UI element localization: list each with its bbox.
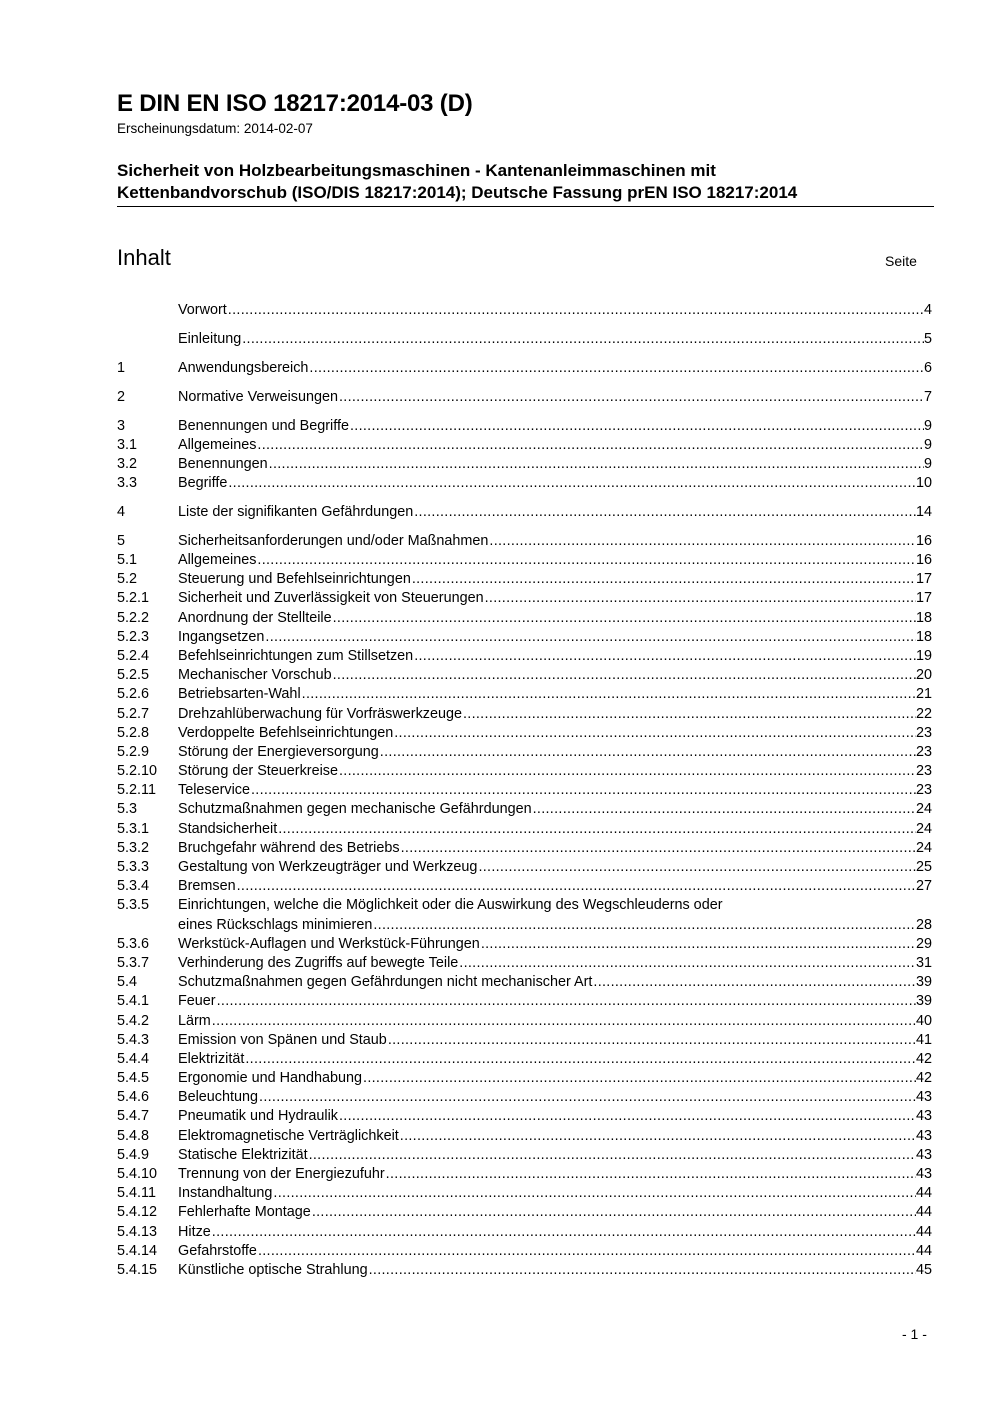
toc-entry[interactable] xyxy=(117,647,932,666)
toc-dot-leader xyxy=(339,1107,916,1126)
toc-dot-leader xyxy=(258,1242,916,1261)
toc-entry-label: Pneumatik und Hydraulik xyxy=(178,1108,338,1125)
toc-entry-page: 23 xyxy=(915,763,932,780)
toc-dot-leader xyxy=(401,839,916,858)
toc-entry-page: 7 xyxy=(923,388,932,405)
toc-entry-page: 25 xyxy=(915,859,932,875)
toc-entry[interactable] xyxy=(117,1261,932,1280)
toc-entry-page: 9 xyxy=(923,436,932,453)
toc-entry-page: 18 xyxy=(915,609,932,626)
toc-entry-number: 5.2.4 xyxy=(117,647,150,664)
toc-entry[interactable] xyxy=(117,1242,932,1261)
toc-entry[interactable] xyxy=(117,417,932,436)
toc-entry-label: Drehzahlüberwachung für Vorfräswerkzeuge xyxy=(178,705,462,722)
toc-entry-number: 5 xyxy=(117,532,126,549)
toc-dot-leader xyxy=(388,1031,916,1050)
toc-entry-page: 45 xyxy=(915,1261,932,1278)
toc-entry-number: 5.3.5 xyxy=(117,897,150,914)
toc-dot-leader xyxy=(302,685,916,704)
toc-entry-page: 18 xyxy=(915,628,932,645)
toc-entry-label: Verhinderung des Zugriffs auf bewegte Teile xyxy=(178,954,459,971)
toc-entry[interactable] xyxy=(117,973,932,992)
toc-dot-leader xyxy=(414,647,916,666)
toc-entry-label: Anordnung der Stellteile xyxy=(178,609,332,626)
toc-dot-leader xyxy=(333,609,916,628)
toc-entry[interactable] xyxy=(117,839,932,858)
toc-entry-page: 40 xyxy=(915,1012,932,1029)
toc-entry-number: 1 xyxy=(117,359,126,376)
toc-entry-number: 5.2.7 xyxy=(117,705,150,722)
toc-entry-label: Teleservice xyxy=(178,782,250,799)
toc-entry-page: 21 xyxy=(915,686,932,703)
toc-entry-number: 5.4.6 xyxy=(117,1089,150,1106)
toc-entry-number: 5.4.15 xyxy=(117,1261,158,1278)
toc-entry[interactable] xyxy=(117,800,932,819)
toc-entry-number: 5.4.1 xyxy=(117,993,150,1010)
toc-entry-page: 43 xyxy=(915,1146,932,1163)
toc-entry[interactable] xyxy=(117,1165,932,1184)
toc-entry-number: 5.4.10 xyxy=(117,1166,158,1182)
toc-dot-leader xyxy=(237,877,916,896)
toc-dot-leader xyxy=(593,973,916,992)
toc-entry[interactable] xyxy=(117,954,932,973)
toc-dot-leader xyxy=(485,589,916,608)
toc-entry-page: 4 xyxy=(923,302,932,318)
toc-entry[interactable] xyxy=(117,532,932,551)
toc-entry-label: Befehlseinrichtungen zum Stillsetzen xyxy=(178,647,414,664)
toc-entry-number: 5.2.9 xyxy=(117,743,150,760)
toc-entry-page: 23 xyxy=(915,724,932,741)
toc-entry[interactable] xyxy=(117,455,932,474)
toc-entry-number: 5.3.3 xyxy=(117,859,150,875)
toc-entry-label: Ergonomie und Handhabung xyxy=(178,1070,363,1087)
toc-entry-label: Elektromagnetische Verträglichkeit xyxy=(178,1127,399,1144)
toc-entry-label-continued: eines Rückschlags minimieren xyxy=(178,916,373,933)
toc-entry-page: 43 xyxy=(915,1089,932,1106)
toc-entry-number: 4 xyxy=(117,503,126,520)
toc-entry[interactable] xyxy=(117,877,932,896)
toc-entry-label: Vorwort xyxy=(178,302,227,318)
toc-entry-number: 5.2.3 xyxy=(117,628,150,645)
toc-entry[interactable] xyxy=(117,301,932,320)
toc-dot-leader xyxy=(265,628,916,647)
toc-entry-label: Feuer xyxy=(178,993,216,1010)
toc-entry[interactable] xyxy=(117,1184,932,1203)
toc-entry-page: 44 xyxy=(915,1204,932,1221)
toc-entry-label: Allgemeines xyxy=(178,436,257,453)
toc-entry-number: 5.4 xyxy=(117,974,138,991)
toc-dot-leader xyxy=(278,820,916,839)
toc-entry-label: Störung der Steuerkreise xyxy=(178,763,338,780)
toc-entry[interactable] xyxy=(117,743,932,762)
toc-dot-leader xyxy=(257,551,916,570)
toc-dot-leader xyxy=(463,705,916,724)
toc-entry-label: Standsicherheit xyxy=(178,820,278,837)
toc-entry-number: 5.4.13 xyxy=(117,1223,158,1240)
toc-dot-leader xyxy=(269,455,924,474)
toc-entry-page: 27 xyxy=(915,878,932,895)
toc-entry-page: 24 xyxy=(915,839,932,856)
toc-entry-page: 43 xyxy=(915,1166,932,1182)
toc-entry[interactable] xyxy=(117,1031,932,1050)
toc-dot-leader xyxy=(400,1127,916,1146)
toc-dot-leader xyxy=(212,1223,916,1242)
toc-entry-label: Schutzmaßnahmen gegen Gefährdungen nicht mechanischer Art xyxy=(178,974,593,991)
toc-entry-number: 5.3.1 xyxy=(117,820,150,837)
toc-dot-leader xyxy=(217,992,916,1011)
toc-page-column-label: Seite xyxy=(885,253,917,269)
toc-dot-leader xyxy=(481,935,916,954)
toc-entry-continuation[interactable] xyxy=(117,916,932,935)
toc-dot-leader xyxy=(533,800,916,819)
toc-entry-page: 17 xyxy=(915,571,932,588)
toc-entry[interactable] xyxy=(117,781,932,800)
toc-entry-label: Ingangsetzen xyxy=(178,628,265,645)
footer-page-number: - 1 - xyxy=(902,1326,927,1342)
toc-entry-label: Begriffe xyxy=(178,475,228,492)
toc-entry-page: 24 xyxy=(915,820,932,837)
toc-entry-number: 5.2.2 xyxy=(117,609,150,626)
toc-entry-label: Beleuchtung xyxy=(178,1089,259,1106)
toc-entry-number: 5.2.5 xyxy=(117,667,150,684)
toc-entry-label: Einleitung xyxy=(178,330,242,347)
toc-entry-label: Mechanischer Vorschub xyxy=(178,667,332,684)
document-title xyxy=(117,160,937,204)
toc-entry-label: Lärm xyxy=(178,1012,211,1029)
toc-entry-page: 28 xyxy=(915,916,932,933)
toc-entry-number: 5.2.10 xyxy=(117,763,158,780)
toc-entry-number: 5.3.7 xyxy=(117,954,150,971)
toc-entry-page: 19 xyxy=(915,647,932,664)
toc-entry[interactable] xyxy=(117,589,932,608)
toc-entry-label: Störung der Energieversorgung xyxy=(178,743,379,760)
document-title-line-1: Sicherheit von Holzbearbeitungsmaschinen - Kantenanleimmaschinen mit xyxy=(117,161,716,180)
toc-dot-leader xyxy=(394,724,916,743)
toc-entry[interactable] xyxy=(117,436,932,455)
toc-entry-number: 3.2 xyxy=(117,455,138,472)
toc-entry-number: 5.2.1 xyxy=(117,590,150,607)
toc-entry-label: Statische Elektrizität xyxy=(178,1146,308,1163)
toc-entry[interactable] xyxy=(117,935,932,954)
toc-entry[interactable] xyxy=(117,1088,932,1107)
toc-entry-number: 5.1 xyxy=(117,552,138,568)
toc-entry[interactable] xyxy=(117,330,932,349)
toc-entry-number: 3.1 xyxy=(117,436,138,453)
toc-entry-page: 44 xyxy=(915,1223,932,1240)
toc-entry-page: 41 xyxy=(915,1031,932,1048)
toc-entry-label: Einrichtungen, welche die Möglichkeit oder die Auswirkung des Wegschleuderns oder xyxy=(178,897,723,914)
toc-entry-number: 5.4.12 xyxy=(117,1204,158,1221)
toc-entry[interactable] xyxy=(117,1012,932,1031)
toc-entry[interactable] xyxy=(117,858,932,877)
toc-entry[interactable] xyxy=(117,570,932,589)
toc-entry[interactable] xyxy=(117,666,932,685)
toc-entry-number: 5.2.11 xyxy=(117,782,156,799)
toc-entry-label: Bruchgefahr während des Betriebs xyxy=(178,839,400,856)
toc-dot-leader xyxy=(414,503,916,522)
toc-entry-label: Schutzmaßnahmen gegen mechanische Gefährdungen xyxy=(178,801,532,818)
toc-entry-label: Trennung von der Energiezufuhr xyxy=(178,1166,385,1182)
toc-dot-leader xyxy=(245,1050,916,1069)
toc-entry-label: Elektrizität xyxy=(178,1050,245,1067)
toc-entry[interactable] xyxy=(117,1203,932,1222)
toc-entry-number: 5.4.2 xyxy=(117,1012,150,1029)
toc-entry[interactable] xyxy=(117,359,932,378)
toc-heading: Inhalt xyxy=(117,245,171,270)
toc-entry-page: 39 xyxy=(915,993,932,1010)
toc-dot-leader xyxy=(257,436,924,455)
toc-entry-number: 5.4.9 xyxy=(117,1146,150,1163)
toc-entry-number: 5.4.7 xyxy=(117,1108,150,1125)
toc-dot-leader xyxy=(459,954,916,973)
toc-entry[interactable] xyxy=(117,388,932,407)
toc-entry-page: 5 xyxy=(923,330,932,347)
toc-entry-page: 14 xyxy=(915,503,932,520)
toc-entry[interactable] xyxy=(117,609,932,628)
toc-entry-label: Bremsen xyxy=(178,878,236,895)
toc-entry[interactable] xyxy=(117,992,932,1011)
toc-entry-label: Anwendungsbereich xyxy=(178,359,309,376)
toc-dot-leader xyxy=(228,301,924,320)
toc-entry-number: 3.3 xyxy=(117,475,138,492)
toc-entry[interactable] xyxy=(117,628,932,647)
toc-entry-number: 5.2.6 xyxy=(117,686,150,703)
toc-dot-leader xyxy=(369,1261,916,1280)
toc-entry-page: 20 xyxy=(915,667,932,684)
toc-dot-leader xyxy=(259,1088,916,1107)
toc-entry-page: 10 xyxy=(915,475,932,492)
toc-dot-leader xyxy=(312,1203,916,1222)
toc-entry-label: Allgemeines xyxy=(178,552,257,568)
toc-entry-label: Benennungen und Begriffe xyxy=(178,417,349,434)
toc-entry-number: 5.4.4 xyxy=(117,1050,150,1067)
toc-dot-leader xyxy=(309,359,924,378)
toc-dot-leader xyxy=(478,858,916,877)
document-id: E DIN EN ISO 18217:2014-03 (D) xyxy=(117,90,473,117)
toc-entry-page: 23 xyxy=(915,782,932,799)
toc-entry-page: 44 xyxy=(915,1242,932,1259)
table-of-contents xyxy=(117,301,932,1280)
toc-entry-page: 29 xyxy=(915,935,932,952)
toc-entry[interactable] xyxy=(117,820,932,839)
toc-entry[interactable] xyxy=(117,1223,932,1242)
toc-dot-leader xyxy=(489,532,916,551)
toc-entry-number: 5.4.11 xyxy=(117,1185,156,1202)
toc-entry-label: Steuerung und Befehlseinrichtungen xyxy=(178,571,411,588)
toc-dot-leader xyxy=(309,1146,916,1165)
toc-entry-label: Verdoppelte Befehlseinrichtungen xyxy=(178,724,394,741)
toc-entry-page: 17 xyxy=(915,590,932,607)
toc-entry-label: Sicherheit und Zuverlässigkeit von Steuerungen xyxy=(178,590,484,607)
toc-dot-leader xyxy=(350,417,924,436)
toc-entry-page: 44 xyxy=(915,1185,932,1202)
toc-entry-number: 3 xyxy=(117,417,126,434)
toc-entry-page: 23 xyxy=(915,743,932,760)
toc-entry[interactable] xyxy=(117,503,932,522)
toc-entry[interactable] xyxy=(117,1127,932,1146)
toc-dot-leader xyxy=(339,762,916,781)
toc-entry-number: 5.3 xyxy=(117,801,138,818)
title-divider xyxy=(117,206,934,207)
toc-entry-page: 39 xyxy=(915,974,932,991)
toc-entry-label: Werkstück-Auflagen und Werkstück-Führungen xyxy=(178,935,480,952)
toc-entry-page: 16 xyxy=(915,552,932,568)
toc-entry-number: 5.2 xyxy=(117,571,138,588)
publication-date: Erscheinungsdatum: 2014-02-07 xyxy=(117,121,313,136)
toc-entry-label: Normative Verweisungen xyxy=(178,388,338,405)
toc-entry[interactable] xyxy=(117,705,932,724)
toc-entry-page: 6 xyxy=(923,359,932,376)
toc-entry-label: Gefahrstoffe xyxy=(178,1242,257,1259)
toc-entry-number: 5.3.2 xyxy=(117,839,150,856)
toc-dot-leader xyxy=(333,666,916,685)
toc-entry-label: Künstliche optische Strahlung xyxy=(178,1261,368,1278)
toc-entry-number: 5.4.5 xyxy=(117,1070,150,1087)
toc-entry-page: 42 xyxy=(915,1050,932,1067)
toc-dot-leader xyxy=(363,1069,916,1088)
toc-entry[interactable] xyxy=(117,685,932,704)
toc-dot-leader xyxy=(273,1184,916,1203)
toc-entry-label: Gestaltung von Werkzeugträger und Werkzeug xyxy=(178,859,478,875)
toc-entry-label: Benennungen xyxy=(178,455,268,472)
toc-entry[interactable] xyxy=(117,474,932,493)
toc-entry-number: 5.2.8 xyxy=(117,724,150,741)
toc-entry[interactable] xyxy=(117,1069,932,1088)
document-title-line-2: Kettenbandvorschub (ISO/DIS 18217:2014); Deutsche Fassung prEN ISO 18217:2014 xyxy=(117,183,798,202)
toc-entry-page: 16 xyxy=(915,532,932,549)
toc-entry[interactable] xyxy=(117,896,932,915)
toc-entry-number: 5.4.3 xyxy=(117,1031,150,1048)
toc-entry[interactable] xyxy=(117,724,932,743)
toc-dot-leader xyxy=(251,781,916,800)
toc-entry[interactable] xyxy=(117,1107,932,1126)
toc-entry-label: Hitze xyxy=(178,1223,211,1240)
toc-entry-number: 5.4.14 xyxy=(117,1242,158,1259)
toc-entry-page: 43 xyxy=(915,1108,932,1125)
toc-entry-page: 31 xyxy=(915,954,932,971)
toc-entry-number: 5.3.4 xyxy=(117,878,150,895)
toc-entry-page: 24 xyxy=(915,801,932,818)
toc-dot-leader xyxy=(339,388,924,407)
toc-entry-label: Sicherheitsanforderungen und/oder Maßnahmen xyxy=(178,532,489,549)
toc-entry-number: 5.3.6 xyxy=(117,935,150,952)
toc-dot-leader xyxy=(228,474,916,493)
toc-entry[interactable] xyxy=(117,551,932,570)
toc-entry[interactable] xyxy=(117,762,932,781)
toc-entry-label: Instandhaltung xyxy=(178,1185,273,1202)
toc-dot-leader xyxy=(212,1012,916,1031)
toc-entry-label: Fehlerhafte Montage xyxy=(178,1204,311,1221)
toc-entry-page: 42 xyxy=(915,1070,932,1087)
toc-dot-leader xyxy=(242,330,924,349)
toc-entry-page: 22 xyxy=(915,705,932,722)
toc-entry-number: 2 xyxy=(117,388,126,405)
toc-dot-leader xyxy=(386,1165,916,1184)
toc-entry-page: 9 xyxy=(923,455,932,472)
toc-entry-label: Emission von Spänen und Staub xyxy=(178,1031,387,1048)
toc-dot-leader xyxy=(373,916,916,935)
toc-entry[interactable] xyxy=(117,1050,932,1069)
toc-entry-page: 43 xyxy=(915,1127,932,1144)
toc-entry-number: 5.4.8 xyxy=(117,1127,150,1144)
toc-entry-label: Liste der signifikanten Gefährdungen xyxy=(178,503,414,520)
toc-entry[interactable] xyxy=(117,1146,932,1165)
toc-dot-leader xyxy=(380,743,916,762)
toc-entry-page: 9 xyxy=(923,417,932,434)
toc-dot-leader xyxy=(412,570,916,589)
toc-entry-label: Betriebsarten-Wahl xyxy=(178,686,301,703)
